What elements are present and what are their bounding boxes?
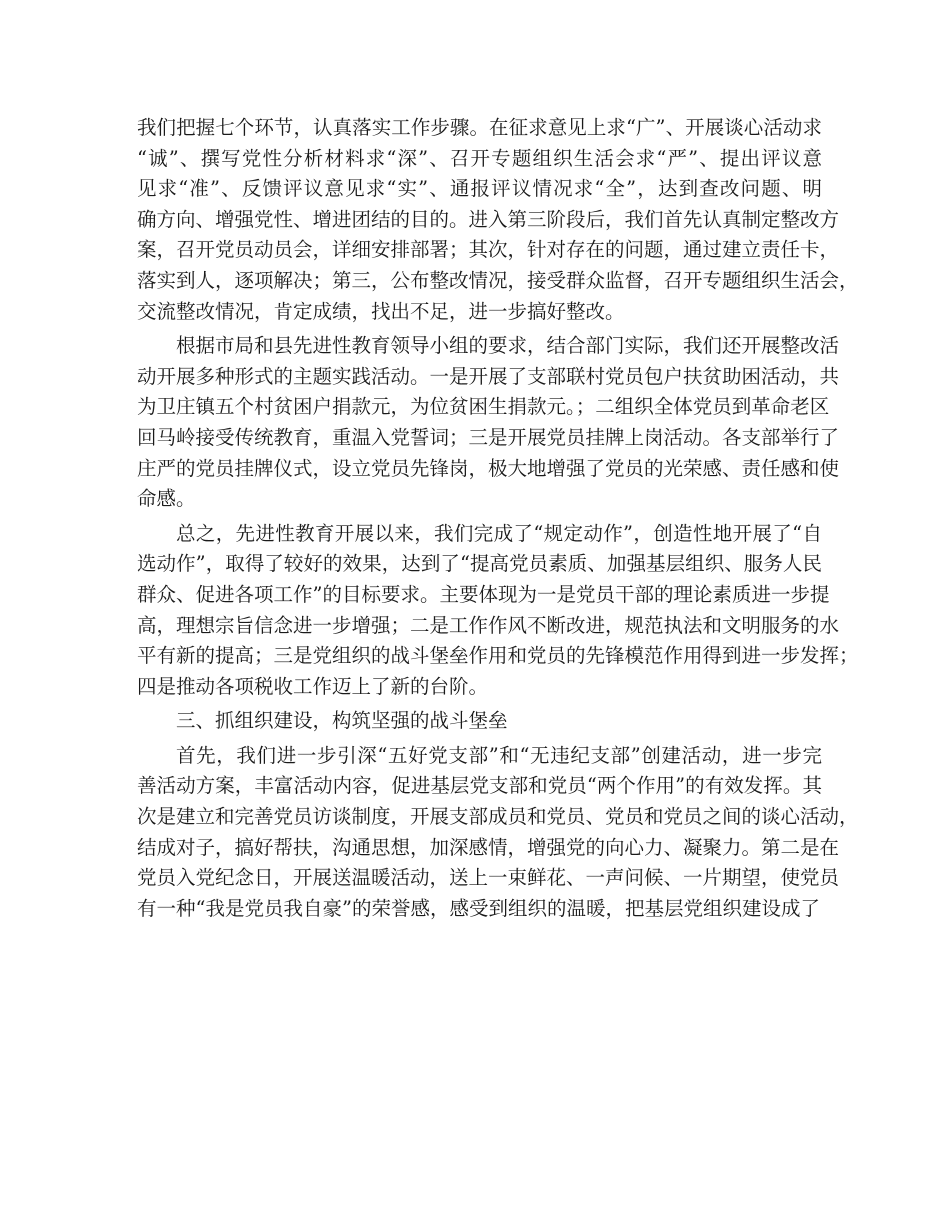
text-line: 善活动方案，丰富活动内容，促进基层党支部和党员“两个作用”的有效发挥。其 — [137, 774, 822, 798]
text-line: 平有新的提高；三是党组织的战斗堡垒作用和党员的先锋模范作用得到进一步发挥； — [137, 644, 859, 668]
text-line: 为卫庄镇五个村贫困户捐款元，为位贫困生捐款元。；二组织全体党员到革命老区 — [137, 395, 830, 419]
text-line: 根据市局和县先进性教育领导小组的要求，结合部门实际，我们还开展整改活 — [176, 334, 840, 358]
text-line: 确方向、增强党性、增进团结的目的。进入第三阶段后，我们首先认真制定整改方 — [137, 207, 840, 231]
paragraph — [137, 331, 840, 515]
text-line: 案，召开党员动员会，详细安排部署；其次，针对存在的问题，通过建立责任卡， — [137, 238, 840, 262]
document-body — [137, 113, 859, 924]
text-line: 动开展多种形式的主题实践活动。一是开展了支部联村党员包户扶贫助困活动，共 — [137, 364, 840, 388]
text-line: 落实到人，逐项解决；第三，公布整改情况，接受群众监督，召开专题组织生活会， — [137, 268, 859, 292]
text-line: 首先，我们进一步引深“五好党支部”和“无违纪支部”创建活动，进一步完 — [176, 743, 822, 767]
paragraph — [137, 113, 859, 327]
text-line: 见求“准”、反馈评议意见求“实”、通报评议情况求“全”，达到查改问题、明 — [137, 177, 822, 201]
text-line: 总之，先进性教育开展以来，我们完成了“规定动作”，创造性地开展了“自 — [176, 521, 822, 545]
text-line: 结成对子，搞好帮扶，沟通思想，加深感情，增强党的向心力、凝聚力。第二是在 — [137, 835, 840, 859]
text-line: 三、抓组织建设，构筑坚强的战斗堡垒 — [176, 709, 508, 733]
text-line: 庄严的党员挂牌仪式，设立党员先锋岗，极大地增强了党员的光荣感、责任感和使 — [137, 456, 840, 480]
text-line: 命感。 — [137, 487, 196, 511]
text-line: 四是推动各项税收工作迈上了新的台阶。 — [137, 674, 489, 698]
text-line: 选动作”，取得了较好的效果，达到了“提高党员素质、加强基层组织、服务人民 — [137, 552, 822, 576]
section-heading — [137, 706, 822, 737]
text-line: 群众、促进各项工作”的目标要求。主要体现为一是党员干部的理论素质进一步提 — [137, 582, 830, 606]
paragraph — [137, 519, 859, 703]
paragraph — [137, 741, 859, 925]
text-line: 次是建立和完善党员访谈制度，开展支部成员和党员、党员和党员之间的谈心活动， — [137, 805, 859, 829]
text-line: 回马岭接受传统教育，重温入党誓词；三是开展党员挂牌上岗活动。各支部举行了 — [137, 425, 840, 449]
text-line: 有一种“我是党员我自豪”的荣誉感，感受到组织的温暖，把基层党组织建设成了 — [137, 896, 820, 920]
text-line: “诚”、撰写党性分析材料求“深”、召开专题组织生活会求“严”、提出评议意 — [137, 146, 822, 170]
text-line: 我们把握七个环节，认真落实工作步骤。在征求意见上求“广”、开展谈心活动求 — [137, 116, 822, 139]
text-line: 党员入党纪念日，开展送温暖活动，送上一束鲜花、一声问候、一片期望，使党员 — [137, 866, 840, 890]
text-line: 交流整改情况，肯定成绩，找出不足，进一步搞好整改。 — [137, 299, 625, 323]
text-line: 高，理想宗旨信念进一步增强；二是工作作风不断改进，规范执法和文明服务的水 — [137, 613, 840, 637]
